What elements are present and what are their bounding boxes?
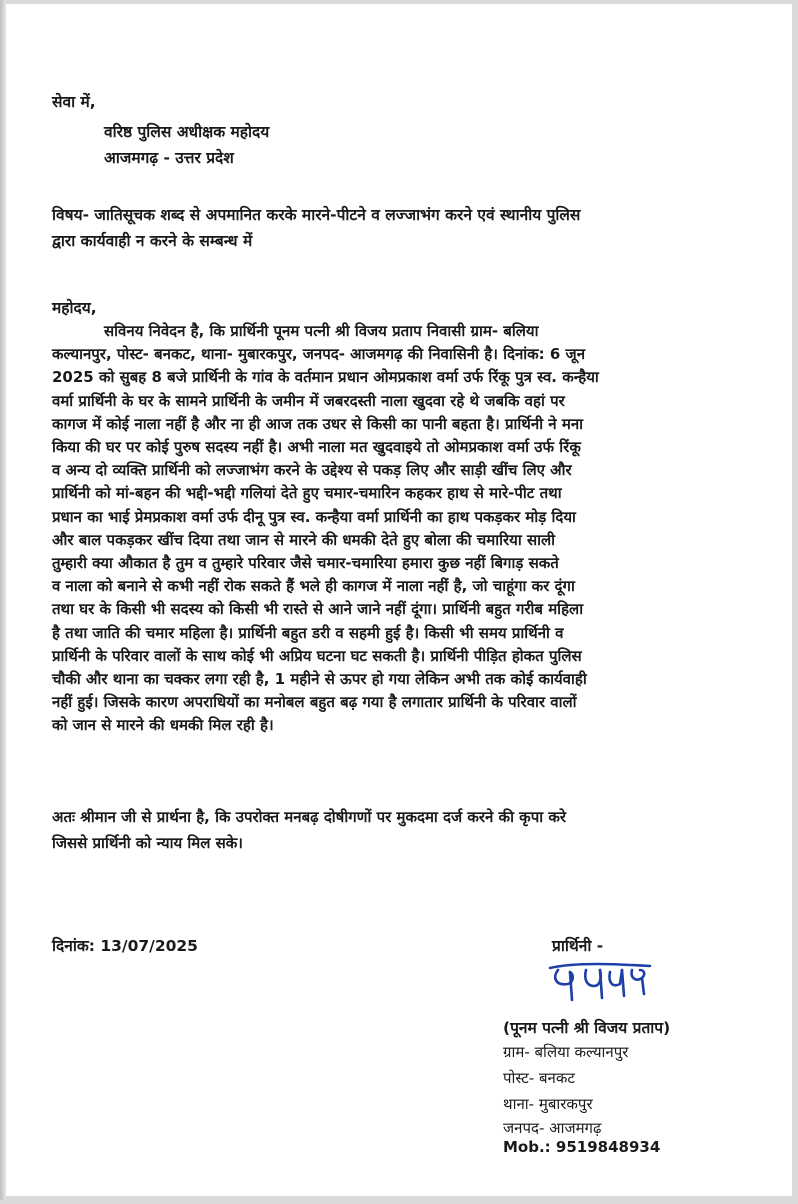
sender-name: (पूनम पत्नी श्री विजय प्रताप) xyxy=(503,1019,671,1037)
sender-mobile: Mob.: 9519848934 xyxy=(503,1138,661,1156)
request-paragraph xyxy=(52,804,566,856)
body-line: तथा घर के किसी भी सदस्य को किसी भी रास्ते से आने जाने नहीं दूंगा। प्रार्थिनी बहुत गरीब महिला xyxy=(52,600,584,619)
body-line: प्रार्थिनी के परिवार वालों के साथ कोई भी अप्रिय घटना घट सकती है। प्रार्थिनी पीड़ित होकत पुलिस xyxy=(52,646,582,665)
sender-village: ग्राम- बलिया कल्यानपुर xyxy=(503,1043,629,1061)
signature xyxy=(546,956,656,1004)
sender-station: थाना- मुबारकपुर xyxy=(503,1095,593,1113)
signature-mark xyxy=(546,956,656,1004)
request-line: अतः श्रीमान जी से प्रार्थना है, कि उपरोक्त मनबढ़ दोषीगणों पर मुकदमा दर्ज करने की कृपा करे xyxy=(52,808,566,826)
body-paragraph xyxy=(52,320,599,738)
salutation-to: सेवा में, xyxy=(52,93,96,111)
body-line: प्रार्थिनी को मां-बहन की भद्दी-भद्दी गलियां देते हुए चमार-चमारिन कहकर हाथ से मारे-पीट तथा xyxy=(52,484,562,503)
subject xyxy=(52,202,580,254)
request-line: जिससे प्रार्थिनी को न्याय मिल सके। xyxy=(52,834,243,852)
recipient-title: वरिष्ठ पुलिस अधीक्षक महोदय xyxy=(104,123,270,141)
body-line: किया की घर पर कोई पुरुष सदस्य नहीं है। अभी नाला मत खुदवाइये तो ओमप्रकाश वर्मा उर्फ रिंकू xyxy=(52,438,581,457)
greeting: महोदय, xyxy=(52,299,97,317)
sender-post: पोस्ट- बनकट xyxy=(503,1069,575,1087)
body-line: और बाल पकड़कर खींच दिया तथा जान से मारने की धमकी देते हुए बोला की चमारिया साली xyxy=(52,530,556,549)
body-line: व नाला को बनाने से कभी नहीं रोक सकते हैं भले ही कागज में नाला नहीं है, जो चाहूंगा कर दूंगा xyxy=(52,577,575,596)
body-line: चौकी और थाना का चक्कर लगा रही है, 1 महीने से ऊपर हो गया लेकिन अभी तक कोई कार्यवाही xyxy=(52,670,587,689)
body-line: व अन्य दो व्यक्ति प्रार्थिनी को लज्जाभंग करने के उद्देश्य से पकड़ लिए और साड़ी खींच लिए और xyxy=(52,461,572,480)
body-line: को जान से मारने की धमकी मिल रही है। xyxy=(52,716,274,735)
letter-date: दिनांक: 13/07/2025 xyxy=(52,937,198,955)
subject-line: विषय- जातिसूचक शब्द से अपमानित करके मारने-पीटने व लज्जाभंग करने एवं स्थानीय पुलिस xyxy=(52,206,581,224)
body-line: सविनय निवेदन है, कि प्रार्थिनी पूनम पत्नी श्री विजय प्रताप निवासी ग्राम- बलिया xyxy=(104,322,539,340)
body-line: कागज में कोई नाला नहीं है और ना ही आज तक उधर से किसी का पानी बहता है। प्रार्थिनी ने मना xyxy=(52,414,584,433)
applicant-label: प्रार्थिनी - xyxy=(552,937,604,955)
body-line: है तथा जाति की चमार महिला है। प्रार्थिनी बहुत डरी व सहमी हुई है। किसी भी समय प्रार्थिनी व xyxy=(52,623,564,642)
subject-line: द्वारा कार्यवाही न करने के सम्बन्ध में xyxy=(52,232,253,250)
body-line: 2025 को सुबह 8 बजे प्रार्थिनी के गांव के वर्तमान प्रधान ओमप्रकाश वर्मा उर्फ रिंकू पुत्र स्व. कन्हैया xyxy=(52,368,599,387)
body-line: प्रधान का भाई प्रेमप्रकाश वर्मा उर्फ दीनू पुत्र स्व. कन्हैया वर्मा प्रार्थिनी का हाथ पकड़कर मोड़ दिया xyxy=(52,507,576,526)
body-line: नहीं हुई। जिसके कारण अपराधियों का मनोबल बहुत बढ़ गया है लगातार प्रार्थिनी के परिवार वालों xyxy=(52,693,577,712)
sender-district: जनपद- आजमगढ़ xyxy=(503,1119,602,1137)
body-line: तुम्हारी क्या औकात है तुम व तुम्हारे परिवार जैसे चमार-चमारिया हमारा कुछ नहीं बिगाड़ सकते xyxy=(52,554,559,573)
body-line: कल्यानपुर, पोस्ट- बनकट, थाना- मुबारकपुर, जनपद- आजमगढ़ की निवासिनी है। दिनांक: 6 जून xyxy=(52,345,586,364)
body-line: वर्मा प्रार्थिनी के घर के सामने प्रार्थिनी के जमीन में जबरदस्ती नाला खुदवा रहे थे जबकि वहां पर xyxy=(52,391,565,410)
recipient-place: आजमगढ़ - उत्तर प्रदेश xyxy=(104,149,234,167)
letter-page xyxy=(6,4,792,1196)
